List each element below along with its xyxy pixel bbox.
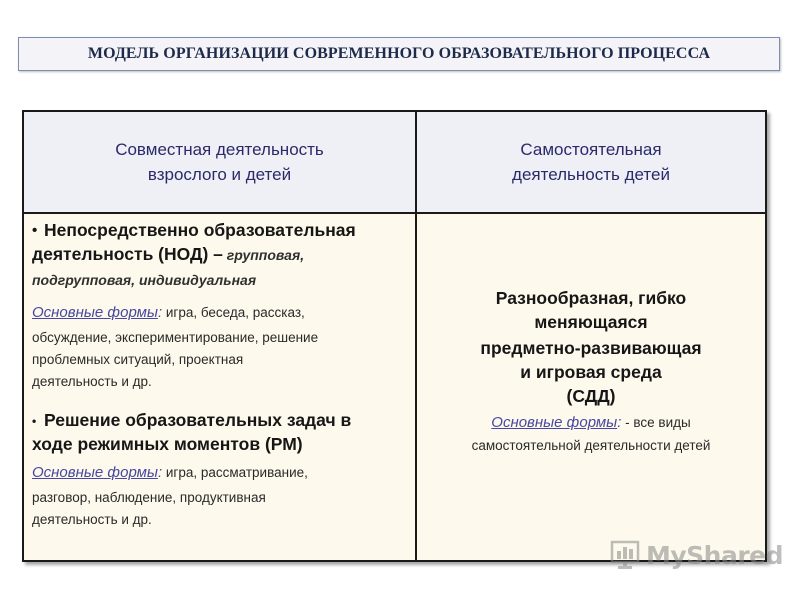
forms-rm-line2: разговор, наблюдение, продуктивная <box>32 490 266 505</box>
header-independent-activity <box>417 112 765 212</box>
forms-label: Основные формы <box>32 304 158 321</box>
bullet-icon: • <box>32 222 38 239</box>
cell-joint-activity <box>24 212 417 560</box>
header-left-line2: взрослого и детей <box>147 165 292 184</box>
environment-line4: и игровая среда <box>520 362 662 382</box>
forms-sdd-line2: самостоятельной деятельности детей <box>471 438 711 453</box>
forms-nod-line1: Основные формы: игра, беседа, рассказ, <box>32 304 305 321</box>
forms-nod-line3: проблемных ситуаций, проектная <box>32 352 244 367</box>
item-nod-line2: деятельность (НОД) – групповая, <box>32 244 305 264</box>
item-rm-line1: Решение образовательных задач в <box>44 410 352 430</box>
myshared-logo-icon <box>610 540 640 570</box>
item-nod-line1: Непосредственно образовательная <box>44 220 356 240</box>
forms-label: Основные формы <box>491 414 618 431</box>
forms-nod-line4: деятельность и др. <box>32 374 152 389</box>
header-left-line1: Совместная деятельность <box>115 140 324 159</box>
page-title: МОДЕЛЬ ОРГАНИЗАЦИИ СОВРЕМЕННОГО ОБРАЗОВАТЕЛЬНОГО ПРОЦЕССА <box>18 37 780 71</box>
header-right-line1: Самостоятельная <box>520 140 662 159</box>
environment-line2: меняющаяся <box>534 312 648 332</box>
forms-nod-line2: обсуждение, экспериментирование, решение <box>32 330 319 345</box>
forms-sdd-line1: Основные формы: - все виды <box>491 414 691 431</box>
model-table <box>22 110 767 562</box>
header-right-line2: деятельность детей <box>512 165 670 184</box>
bullet-icon: • <box>32 414 37 428</box>
item-rm-line2: ходе режимных моментов (РМ) <box>32 434 303 454</box>
environment-line1: Разнообразная, гибко <box>495 288 687 308</box>
watermark <box>610 540 783 570</box>
watermark-text: MyShared <box>646 540 784 570</box>
forms-label: Основные формы <box>32 464 158 481</box>
environment-line3: предметно-развивающая <box>480 338 702 358</box>
header-joint-activity <box>24 112 417 212</box>
item-nod-line3: подгрупповая, индивидуальная <box>32 272 257 288</box>
environment-line5: (СДД) <box>566 386 616 406</box>
cell-independent-activity <box>417 212 765 560</box>
forms-rm-line1: Основные формы: игра, рассматривание, <box>32 464 308 481</box>
forms-rm-line3: деятельность и др. <box>32 512 152 527</box>
